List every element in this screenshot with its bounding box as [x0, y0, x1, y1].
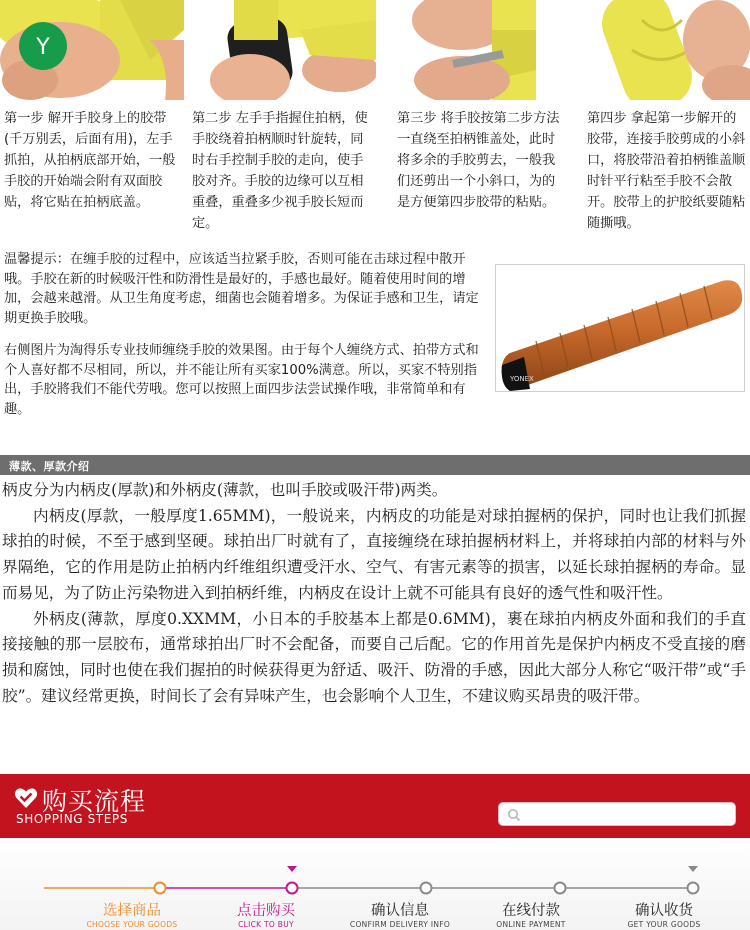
step-label-buy: [206, 902, 326, 929]
step-label-buy-cn: 点击购买: [237, 903, 295, 919]
step4-photo: [582, 0, 750, 100]
purchase-subtitle: SHOPPING STEPS: [16, 812, 128, 826]
photo-note-text: 右侧图片为淘得乐专业技师缠绕手胶的效果图。由于每个人缠绕方式、拍带方式和个人喜好都不尽相同，所以，并不能让所有买家100%满意。所以，买家不特别指出，手胶將我们不能代劳哦。您可以按照上面四步法尝试操作哦，非常简单和有趣。: [4, 343, 479, 417]
purchase-title: 购买流程: [42, 787, 147, 816]
article-body: [2, 478, 746, 709]
current-step-marker-icon: [287, 866, 297, 872]
step-node-receive: [688, 866, 699, 894]
step-label-confirm-cn: 确认信息: [371, 903, 429, 919]
search-icon: [507, 808, 521, 822]
purchase-steps: [0, 838, 750, 930]
step-label-receive-en: GET YOUR GOODS: [627, 920, 701, 929]
warm-tips-text: 温馨提示：在缠手胶的过程中，应该适当拉紧手胶，否则可能在击球过程中散开哦。手胶在新的时候吸汗性和防滑性是最好的，手感也最好。随着使用时间的增加，会越来越滑。从卫生角度考虑，细菌也会随着增多。为保证手感和卫生，请定期更换手胶哦。: [4, 252, 479, 326]
step-label-pay-cn: 在线付款: [502, 903, 560, 919]
svg-text:Y: Y: [36, 35, 50, 60]
step-label-choose-en: CHOOSE YOUR GOODS: [86, 920, 178, 929]
step-label-buy-en: CLICK TO BUY: [238, 920, 294, 929]
step-node-pay: [555, 883, 566, 894]
step3-text: 第三步 将手胶按第二步方法一直绕至拍柄锥盖处，此时将多余的手胶剪去，一般我们还剪出一个小斜口，为的是方便第四步胶带的粘贴。: [397, 111, 560, 210]
search-input[interactable]: [498, 802, 736, 826]
end-step-marker-icon: [688, 866, 698, 872]
step-node-buy: [287, 866, 298, 894]
step-label-receive-cn: 确认收货: [635, 903, 693, 919]
article-paragraph-intro: 柄皮分为内柄皮(厚款)和外柄皮(薄款，也叫手胶或吸汗带)两类。: [2, 481, 448, 499]
grip-brand-label: YONEX: [510, 375, 534, 383]
heart-check-icon: [14, 787, 38, 809]
step-node-choose: [155, 883, 166, 894]
step-label-choose: [72, 902, 192, 929]
step1-photo: [0, 0, 184, 100]
step-label-confirm-en: CONFIRM DELIVERY INFO: [349, 920, 451, 929]
step-label-confirm: [340, 902, 460, 929]
step-label-choose-cn: 选择商品: [103, 903, 161, 919]
step2-photo: [190, 0, 376, 100]
step-label-receive: [604, 902, 724, 929]
wrapped-grip-photo: [495, 264, 745, 392]
article-paragraph-inner-grip: 内柄皮(厚款，一般厚度1.65MM)，一般说来，内柄皮的功能是对球拍握柄的保护，同时也让我们抓握球拍的时候，不至于感到坚硬。球拍出厂时就有了，直接缠绕在球拍握柄材料上，并将球拍内部的材料与外界隔绝，它的作用是防止拍柄内纤维组织遭受汗水、空气、有害元素等的损害，以延长球拍握柄的寿命。显而易见，为了防止污染物进入到拍柄纤维，内柄皮在设计上就不可能具有良好的透气性和吸汗性。: [2, 506, 746, 602]
section-header: [0, 455, 750, 475]
step-label-pay-en: ONLINE PAYMENT: [496, 920, 566, 929]
step-label-pay: [471, 902, 591, 929]
step4-text: 第四步 拿起第一步解开的胶带，连接手胶剪成的小斜口，将胶带沿着拍柄锥盖顺时针平行粘至手胶不会散开。胶带上的护胶纸要随粘随撕哦。: [587, 111, 746, 231]
purchase-banner: [0, 774, 750, 838]
step-node-confirm: [421, 883, 432, 894]
step1-text: 第一步 解开手胶身上的胶带(千万别丢，后面有用)，左手抓拍，从拍柄底部开始，一般手胶的开始端会附有双面胶贴，将它贴在拍柄底盖。: [4, 111, 176, 210]
step3-photo: [392, 0, 564, 100]
section-title: 薄款、厚款介绍: [9, 460, 90, 473]
step2-text: 第二步 左手手指握住拍柄，使手胶绕着拍柄顺时针旋转，同时右手控制手胶的走向，使手胶对齐。手胶的边缘可以互相重叠，重叠多少视手胶长短而定。: [192, 111, 368, 231]
instruction-photos: [0, 0, 750, 100]
article-paragraph-outer-grip: 外柄皮(薄款，厚度0.XXMM，小日本的手胶基本上都是0.6MM)，裹在球拍内柄皮外面和我们的手直接接触的那一层胶布，通常球拍出厂时不会配备，而要自己后配。它的作用首先是保护内柄皮不受直接的磨损和腐蚀，同时也使在我们握拍的时候获得更为舒适、吸汗、防滑的手感，因此大部分人称它“吸汗带”或“手胶”。建议经常更换，时间长了会有异味产生，也会影响个人卫生，不建议购买昂贵的吸汗带。: [2, 609, 746, 705]
